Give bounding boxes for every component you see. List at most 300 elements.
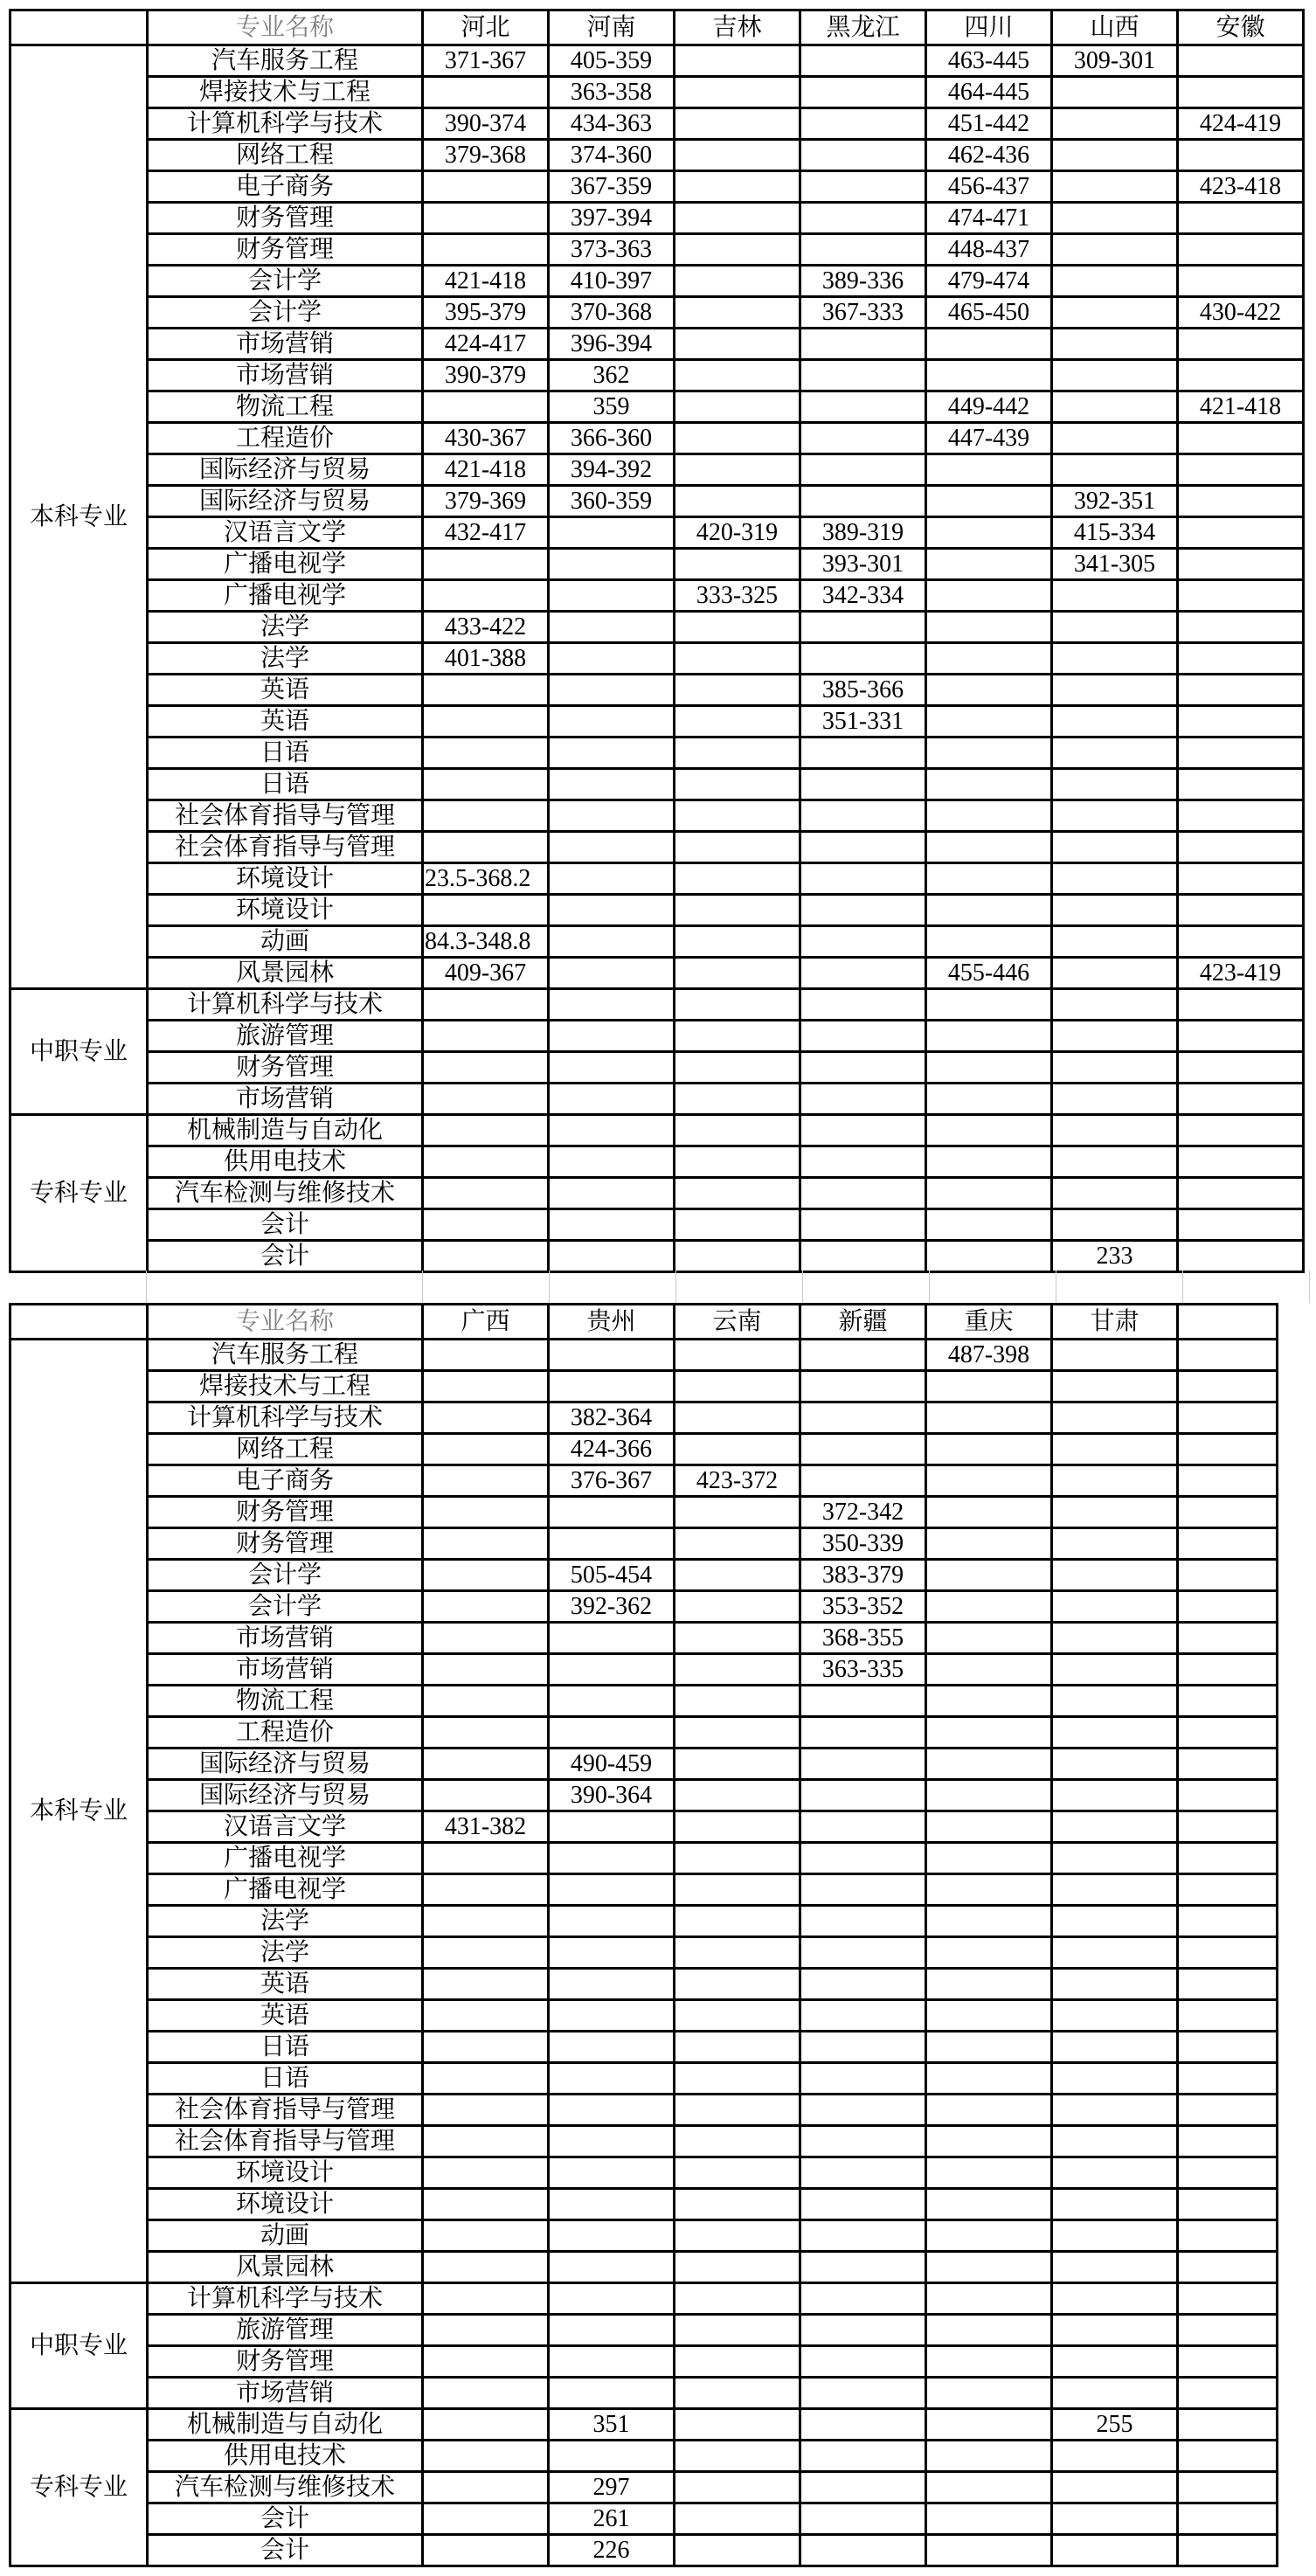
score-cell xyxy=(1178,203,1304,234)
score-cell xyxy=(926,1241,1052,1272)
score-cell xyxy=(926,517,1052,549)
score-cell: 350-339 xyxy=(800,1528,926,1560)
score-cell xyxy=(926,2409,1052,2441)
score-cell: 421-418 xyxy=(1178,391,1304,423)
score-cell xyxy=(800,958,926,989)
empty-sheet-cell xyxy=(1178,1654,1278,1686)
score-cell xyxy=(675,1084,800,1115)
major-name-cell: 市场营销 xyxy=(148,1084,423,1115)
score-cell xyxy=(926,1434,1052,1465)
score-cell xyxy=(1052,266,1178,297)
table-row xyxy=(10,2189,1278,2220)
score-cell xyxy=(800,1146,926,1178)
score-cell xyxy=(675,1146,800,1178)
score-cell xyxy=(1178,675,1304,706)
major-name-cell: 广播电视学 xyxy=(148,1843,423,1874)
score-cell xyxy=(423,2535,549,2566)
score-cell xyxy=(675,1528,800,1560)
score-cell xyxy=(1052,1052,1178,1084)
score-cell xyxy=(423,234,549,266)
score-cell xyxy=(1178,989,1304,1021)
table-row xyxy=(10,1052,1304,1084)
table-row xyxy=(10,863,1304,895)
score-cell xyxy=(1178,1115,1304,1146)
score-cell xyxy=(1052,297,1178,329)
score-cell xyxy=(800,1717,926,1748)
score-cell: 474-471 xyxy=(926,203,1052,234)
score-cell xyxy=(675,1209,800,1241)
score-cell xyxy=(549,1528,675,1560)
major-name-cell: 环境设计 xyxy=(148,2157,423,2189)
score-cell xyxy=(549,2000,675,2032)
score-cell xyxy=(1052,1146,1178,1178)
score-cell xyxy=(423,2409,549,2441)
major-name-cell: 供用电技术 xyxy=(148,2441,423,2472)
empty-sheet-cell xyxy=(1178,2095,1278,2126)
major-name-cell: 物流工程 xyxy=(148,1686,423,1717)
score-cell xyxy=(549,2441,675,2472)
score-cell xyxy=(1178,234,1304,266)
table-row xyxy=(10,1560,1278,1591)
major-name-cell: 社会体育指导与管理 xyxy=(148,832,423,863)
empty-sheet-cell xyxy=(1178,1780,1278,1811)
score-cell xyxy=(800,1084,926,1115)
score-cell: 333-325 xyxy=(675,580,800,612)
table-row xyxy=(10,2032,1278,2063)
table-row xyxy=(10,989,1304,1021)
province-header-6: 山西 xyxy=(1052,10,1178,45)
score-cell: 401-388 xyxy=(423,643,549,675)
score-cell xyxy=(423,2503,549,2535)
score-cell xyxy=(1052,1371,1178,1402)
score-cell xyxy=(423,1209,549,1241)
major-name-cell: 市场营销 xyxy=(148,329,423,360)
empty-sheet-cell xyxy=(1178,1465,1278,1497)
empty-sheet-cell xyxy=(1178,1402,1278,1434)
score-cell xyxy=(549,1623,675,1654)
major-name-cell: 国际经济与贸易 xyxy=(148,454,423,486)
empty-sheet-cell xyxy=(1178,1623,1278,1654)
score-cell xyxy=(926,989,1052,1021)
score-cell xyxy=(423,1717,549,1748)
score-cell xyxy=(675,2252,800,2283)
score-cell: 379-368 xyxy=(423,140,549,171)
score-cell: 341-305 xyxy=(1052,549,1178,580)
major-name-cell: 环境设计 xyxy=(148,895,423,926)
score-cell xyxy=(675,769,800,800)
score-cell xyxy=(549,895,675,926)
score-cell xyxy=(423,1371,549,1402)
score-cell xyxy=(1052,706,1178,737)
score-cell xyxy=(1052,1654,1178,1686)
province-header-1: 广西 xyxy=(423,1305,549,1340)
score-cell xyxy=(926,1084,1052,1115)
score-cell xyxy=(926,486,1052,517)
score-cell xyxy=(675,1115,800,1146)
score-cell xyxy=(926,769,1052,800)
table-row xyxy=(10,2063,1278,2095)
score-cell xyxy=(423,391,549,423)
major-name-cell: 日语 xyxy=(148,2063,423,2095)
score-cell: 84.3-348.8 xyxy=(423,926,549,958)
score-cell xyxy=(926,2095,1052,2126)
score-cell xyxy=(926,329,1052,360)
empty-sheet-cell xyxy=(1178,2378,1278,2409)
major-name-cell: 广播电视学 xyxy=(148,549,423,580)
score-cell xyxy=(675,863,800,895)
score-cell xyxy=(675,549,800,580)
score-cell xyxy=(423,1654,549,1686)
score-cell xyxy=(926,2126,1052,2157)
score-cell: 363-358 xyxy=(549,77,675,108)
group-label-cell: 专科专业 xyxy=(10,2409,148,2566)
province-header-4: 新疆 xyxy=(800,1305,926,1340)
score-cell xyxy=(800,171,926,203)
score-cell xyxy=(1052,2346,1178,2378)
score-cell xyxy=(675,2472,800,2503)
score-cell: 389-319 xyxy=(800,517,926,549)
table-row xyxy=(10,140,1304,171)
score-cell xyxy=(800,2283,926,2315)
score-cell: 423-372 xyxy=(675,1465,800,1497)
empty-sheet-cell xyxy=(1178,1560,1278,1591)
score-cell xyxy=(1052,234,1178,266)
score-cell xyxy=(423,1084,549,1115)
score-cell xyxy=(800,1209,926,1241)
score-cell xyxy=(1052,2283,1178,2315)
score-cell xyxy=(1052,1623,1178,1654)
score-cell xyxy=(1052,2126,1178,2157)
score-cell xyxy=(423,2157,549,2189)
score-cell xyxy=(1178,549,1304,580)
table-row xyxy=(10,1717,1278,1748)
score-cell xyxy=(675,2157,800,2189)
score-cell xyxy=(675,706,800,737)
score-cell xyxy=(1052,360,1178,391)
score-cell xyxy=(1052,2503,1178,2535)
score-cell xyxy=(423,580,549,612)
table-row xyxy=(10,360,1304,391)
table-row xyxy=(10,45,1304,77)
score-cell: 309-301 xyxy=(1052,45,1178,77)
score-cell xyxy=(926,1969,1052,2000)
score-cell xyxy=(926,1178,1052,1209)
score-cell xyxy=(1052,580,1178,612)
score-cell xyxy=(1052,2252,1178,2283)
score-cell: 394-392 xyxy=(549,454,675,486)
score-cell xyxy=(675,1021,800,1052)
score-cell xyxy=(1052,958,1178,989)
score-cell xyxy=(549,2378,675,2409)
major-name-cell: 英语 xyxy=(148,706,423,737)
score-cell xyxy=(800,1434,926,1465)
score-cell: 379-369 xyxy=(423,486,549,517)
table-row xyxy=(10,2441,1278,2472)
score-cell xyxy=(423,2220,549,2252)
score-cell xyxy=(800,2315,926,2346)
score-cell xyxy=(1178,1178,1304,1209)
score-cell xyxy=(800,832,926,863)
score-cell xyxy=(423,675,549,706)
table-row xyxy=(10,1434,1278,1465)
score-cell: 433-422 xyxy=(423,612,549,643)
sheet-gap-row xyxy=(9,1271,1316,1303)
score-cell xyxy=(926,1021,1052,1052)
score-cell: 390-364 xyxy=(549,1780,675,1811)
score-cell xyxy=(675,108,800,140)
score-cell: 362 xyxy=(549,360,675,391)
score-cell xyxy=(549,1843,675,1874)
score-cell xyxy=(549,2252,675,2283)
score-cell xyxy=(1178,360,1304,391)
score-cell xyxy=(675,203,800,234)
score-cell: 233 xyxy=(1052,1241,1178,1272)
table-row xyxy=(10,486,1304,517)
score-cell: 455-446 xyxy=(926,958,1052,989)
major-name-cell: 会计 xyxy=(148,1241,423,1272)
admission-score-table-north xyxy=(9,9,1305,1273)
empty-sheet-cell xyxy=(1178,1591,1278,1623)
score-cell xyxy=(675,1906,800,1937)
score-cell: 261 xyxy=(549,2503,675,2535)
major-name-cell: 风景园林 xyxy=(148,2252,423,2283)
score-cell xyxy=(423,1497,549,1528)
score-cell: 390-379 xyxy=(423,360,549,391)
major-name-cell: 计算机科学与技术 xyxy=(148,2283,423,2315)
score-cell xyxy=(549,549,675,580)
score-cell xyxy=(926,2472,1052,2503)
score-cell xyxy=(926,643,1052,675)
score-cell: 421-418 xyxy=(423,454,549,486)
table-row xyxy=(10,2315,1278,2346)
empty-sheet-cell xyxy=(1178,1371,1278,1402)
score-cell xyxy=(926,2063,1052,2095)
score-cell: 410-397 xyxy=(549,266,675,297)
table-row xyxy=(10,1465,1278,1497)
major-name-cell: 汉语言文学 xyxy=(148,1811,423,1843)
major-name-cell: 英语 xyxy=(148,1969,423,2000)
sheet-gridline-cell xyxy=(803,1271,930,1303)
score-cell xyxy=(800,2346,926,2378)
major-name-cell: 汽车检测与维修技术 xyxy=(148,1178,423,1209)
table-row xyxy=(10,1843,1278,1874)
score-cell xyxy=(423,1906,549,1937)
score-cell: 351 xyxy=(549,2409,675,2441)
score-cell xyxy=(1052,2189,1178,2220)
empty-sheet-cell xyxy=(1178,2252,1278,2283)
score-cell xyxy=(675,1686,800,1717)
score-cell xyxy=(926,1528,1052,1560)
score-cell xyxy=(1052,1497,1178,1528)
empty-sheet-cell xyxy=(1178,1434,1278,1465)
score-cell xyxy=(423,2189,549,2220)
score-cell xyxy=(926,1146,1052,1178)
score-cell xyxy=(800,1969,926,2000)
score-cell xyxy=(549,1906,675,1937)
score-cell xyxy=(1178,45,1304,77)
score-cell xyxy=(675,1937,800,1969)
score-cell xyxy=(926,1465,1052,1497)
score-cell xyxy=(800,2472,926,2503)
major-name-cell: 焊接技术与工程 xyxy=(148,1371,423,1402)
score-cell xyxy=(1052,1402,1178,1434)
score-cell xyxy=(423,1052,549,1084)
score-cell xyxy=(549,1178,675,1209)
empty-sheet-cell xyxy=(1178,2503,1278,2535)
score-cell xyxy=(1178,77,1304,108)
score-cell xyxy=(926,2346,1052,2378)
score-cell xyxy=(675,1560,800,1591)
score-cell: 420-319 xyxy=(675,517,800,549)
empty-sheet-cell xyxy=(1178,2032,1278,2063)
score-cell xyxy=(549,1021,675,1052)
score-cell xyxy=(549,2126,675,2157)
table-row xyxy=(10,2252,1278,2283)
table-row xyxy=(10,580,1304,612)
score-cell xyxy=(675,1434,800,1465)
score-cell xyxy=(423,1686,549,1717)
empty-sheet-cell xyxy=(1178,2126,1278,2157)
table-row xyxy=(10,2126,1278,2157)
score-cell xyxy=(926,1686,1052,1717)
score-cell: 374-360 xyxy=(549,140,675,171)
table-row xyxy=(10,517,1304,549)
empty-sheet-cell xyxy=(1178,1811,1278,1843)
empty-sheet-cell xyxy=(1178,1874,1278,1906)
score-cell xyxy=(926,1748,1052,1780)
score-cell: 424-366 xyxy=(549,1434,675,1465)
score-cell xyxy=(1052,863,1178,895)
major-name-cell: 动画 xyxy=(148,926,423,958)
major-name-cell: 环境设计 xyxy=(148,863,423,895)
score-cell: 449-442 xyxy=(926,391,1052,423)
score-cell xyxy=(800,391,926,423)
score-cell xyxy=(1052,1906,1178,1937)
empty-sheet-cell xyxy=(1178,2157,1278,2189)
score-cell xyxy=(675,958,800,989)
score-cell xyxy=(549,1811,675,1843)
score-cell xyxy=(675,454,800,486)
score-cell: 255 xyxy=(1052,2409,1178,2441)
major-name-cell: 市场营销 xyxy=(148,360,423,391)
major-name-cell: 会计学 xyxy=(148,266,423,297)
major-name-cell: 汽车检测与维修技术 xyxy=(148,2472,423,2503)
score-cell xyxy=(675,2535,800,2566)
score-cell xyxy=(800,140,926,171)
score-cell xyxy=(926,675,1052,706)
table-row xyxy=(10,2157,1278,2189)
score-cell xyxy=(800,2378,926,2409)
score-cell xyxy=(1052,1021,1178,1052)
province-header-6: 甘肃 xyxy=(1052,1305,1178,1340)
major-name-cell: 会计学 xyxy=(148,297,423,329)
score-cell xyxy=(549,1115,675,1146)
score-cell: 368-355 xyxy=(800,1623,926,1654)
table-row xyxy=(10,2346,1278,2378)
score-cell: 396-394 xyxy=(549,329,675,360)
score-cell xyxy=(800,234,926,266)
table-row xyxy=(10,1371,1278,1402)
empty-sheet-cell xyxy=(1178,2472,1278,2503)
score-cell xyxy=(549,1686,675,1717)
score-cell xyxy=(1178,926,1304,958)
score-cell xyxy=(800,1178,926,1209)
major-name-cell: 网络工程 xyxy=(148,140,423,171)
empty-sheet-cell xyxy=(1178,2315,1278,2346)
score-cell xyxy=(675,2441,800,2472)
empty-sheet-cell xyxy=(1178,1906,1278,1937)
score-cell xyxy=(1052,77,1178,108)
score-cell xyxy=(423,2126,549,2157)
score-cell xyxy=(549,643,675,675)
score-cell xyxy=(423,1560,549,1591)
score-cell xyxy=(1052,454,1178,486)
score-cell xyxy=(675,297,800,329)
score-cell xyxy=(800,2095,926,2126)
score-cell: 465-450 xyxy=(926,297,1052,329)
score-cell xyxy=(800,2441,926,2472)
score-cell xyxy=(800,1811,926,1843)
score-cell: 505-454 xyxy=(549,1560,675,1591)
score-cell xyxy=(675,2095,800,2126)
score-cell xyxy=(549,1084,675,1115)
score-cell xyxy=(549,1371,675,1402)
score-cell: 448-437 xyxy=(926,234,1052,266)
score-cell xyxy=(1052,2535,1178,2566)
score-cell xyxy=(423,549,549,580)
score-cell xyxy=(1052,1560,1178,1591)
score-cell xyxy=(800,77,926,108)
score-cell: 456-437 xyxy=(926,171,1052,203)
score-cell xyxy=(675,1748,800,1780)
score-cell xyxy=(926,1115,1052,1146)
major-name-cell: 日语 xyxy=(148,2032,423,2063)
score-cell xyxy=(675,140,800,171)
empty-sheet-cell xyxy=(1178,2189,1278,2220)
table-row xyxy=(10,2000,1278,2032)
score-cell xyxy=(423,895,549,926)
score-cell xyxy=(1052,769,1178,800)
score-cell xyxy=(800,1371,926,1402)
score-cell xyxy=(926,2252,1052,2283)
score-cell xyxy=(675,643,800,675)
score-cell xyxy=(423,1340,549,1371)
score-cell xyxy=(423,1465,549,1497)
score-cell xyxy=(675,2220,800,2252)
table-row xyxy=(10,1591,1278,1623)
score-cell: 405-359 xyxy=(549,45,675,77)
score-cell xyxy=(675,1874,800,1906)
score-cell xyxy=(800,2126,926,2157)
score-cell xyxy=(1052,1528,1178,1560)
major-name-cell: 会计学 xyxy=(148,1560,423,1591)
score-cell xyxy=(423,2441,549,2472)
score-cell xyxy=(1052,643,1178,675)
major-name-cell: 风景园林 xyxy=(148,958,423,989)
major-name-cell: 动画 xyxy=(148,2220,423,2252)
province-header-1: 河北 xyxy=(423,10,549,45)
score-cell xyxy=(926,2220,1052,2252)
score-cell xyxy=(1052,2441,1178,2472)
score-cell xyxy=(675,329,800,360)
score-cell xyxy=(800,2535,926,2566)
score-cell xyxy=(1052,171,1178,203)
major-name-cell: 会计学 xyxy=(148,1591,423,1623)
table-row xyxy=(10,706,1304,737)
table-row xyxy=(10,108,1304,140)
score-cell xyxy=(800,2503,926,2535)
score-cell xyxy=(549,926,675,958)
